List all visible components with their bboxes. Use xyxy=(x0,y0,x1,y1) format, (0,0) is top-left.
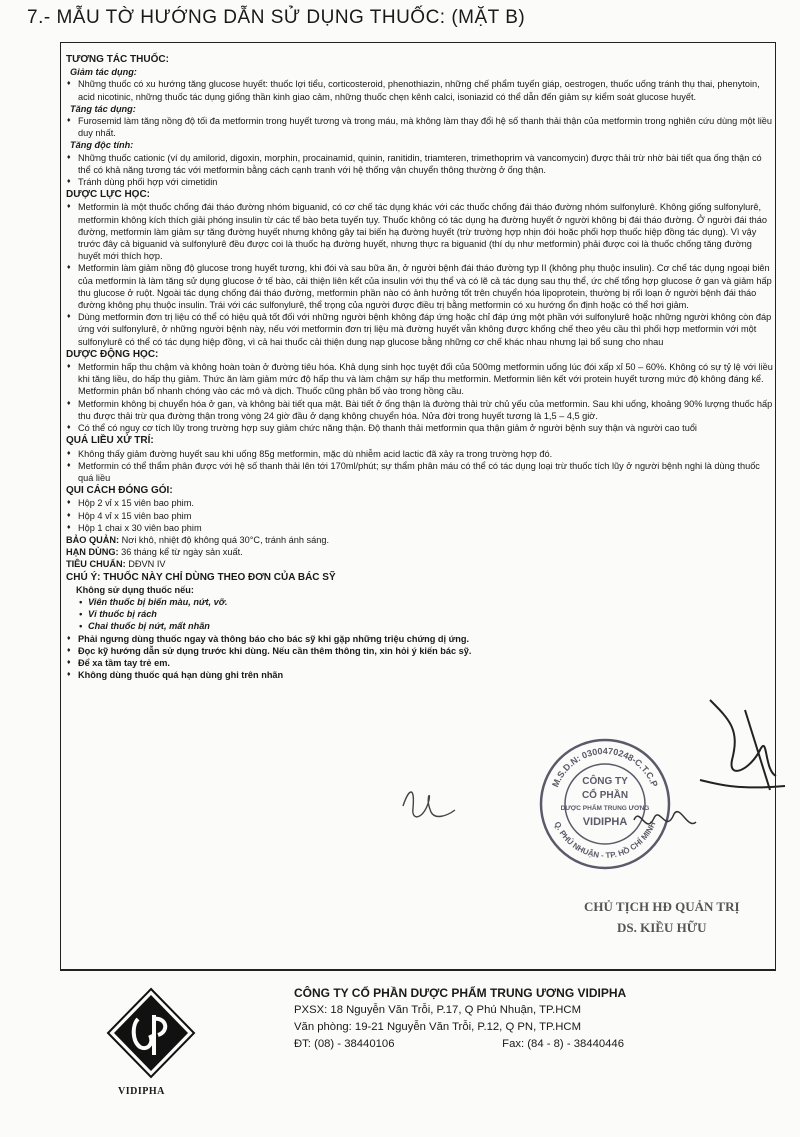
leaflet-content xyxy=(66,53,774,681)
reduce-effect-item: ♦ Những thuốc có xu hướng tăng glucose huyết: thuốc lợi tiểu, corticosteroid, phenothiazin, những chế phẩm tuyến giáp, oestrogen, thuốc uống tránh thụ thai, phenytoin, acid nicotinic, những thuốc tác dụng giống thần kinh giao cảm, những thuốc chẹn kênh calci, isoniazid có thể dẫn đến giảm sự kiểm soát glucose huyết. xyxy=(66,78,774,102)
expiry-line xyxy=(66,546,774,558)
toxicity-item: ♦ Tránh dùng phối hợp với cimetidin xyxy=(66,176,774,188)
signer-block xyxy=(584,896,740,938)
stamp-line-1: CÔNG TY xyxy=(582,776,628,787)
signer-name: DS. KIỀU HỮU xyxy=(617,920,707,935)
pharmacodynamics-paragraph: ♦ Dùng metformin đơn trị liệu có thể có hiệu quả tốt đối với những người bệnh không đáp ứng hoặc chỉ đáp ứng một phần với sulfonylurê hoặc những người không còn đáp ứng với sulfonylurê, ở những người bệnh này, nếu với metformin đơn trị liệu mà đường huyết vẫn không được khống chế theo yêu cầu thì phối hợp metformin với một sulfonylurê có thể có tác dụng hiệp đồng, vì cả hai thuốc cải thiện dung nạp glucose bằng những cơ chế khác nhau nhưng lại bổ sung cho nhau xyxy=(66,311,774,348)
storage-line xyxy=(66,534,774,546)
pharmacodynamics-paragraph: ♦ Metformin làm giảm nồng độ glucose trong huyết tương, khi đói và sau bữa ăn, ở người bệnh đái tháo đường typ II (không phụ thuộc insulin). Cơ chế tác dụng ngoại biên của metformin là làm tăng sử dụng glucose ở tế bào, cải thiện liên kết của insulin với thụ thể và có lẽ cả tác dụng sau thụ thể, ức chế tổng hợp glucose ở gan và giảm hấp thu glucose ở ruột. Ngoài tác dụng chống đái tháo đường, metformin phần nào có ảnh hưởng tốt trên chuyển hóa lipoprotein, thường bị rối loạn ở người bệnh đái tháo đường không phụ thuộc insulin. Trái với các sulfonylurê, thể trọng của người được điều trị bằng metformin có xu hướng ổn định hoặc có thể hơi giảm. xyxy=(66,262,774,311)
expiry-value: 36 tháng kể từ ngày sản xuất. xyxy=(121,547,243,558)
contact-row xyxy=(294,1036,624,1053)
pharmacokinetics-heading: DƯỢC ĐỘNG HỌC: xyxy=(66,348,159,360)
packaging-heading: QUI CÁCH ĐÓNG GÓI: xyxy=(66,485,173,497)
do-not-use-case: • Vỉ thuốc bị rách xyxy=(76,608,774,620)
director-signature xyxy=(690,690,790,810)
factory-address: PXSX: 18 Nguyễn Văn Trỗi, P.17, Q Phú Nhuận, TP.HCM xyxy=(294,1004,581,1016)
reduce-effect-heading: Giảm tác dụng: xyxy=(70,67,137,78)
company-name: CÔNG TY CỔ PHẦN DƯỢC PHẨM TRUNG ƯƠNG VIDIPHA xyxy=(294,986,627,1000)
expiry-label: HẠN DÙNG: xyxy=(66,547,119,558)
do-not-use-case: • Chai thuốc bị nứt, mất nhãn xyxy=(76,620,774,632)
pharmacodynamics-heading: DƯỢC LỰC HỌC: xyxy=(66,189,151,201)
stamp-line-2: CỔ PHẦN xyxy=(581,790,629,801)
fax-number: Fax: (84 - 8) - 38440446 xyxy=(502,1038,624,1050)
overdose-item: ♦ Không thấy giảm đường huyết sau khi uống 85g metformin, mặc dù nhiễm acid lactic đã xảy ra trong trường hợp đó. xyxy=(66,448,774,460)
warning-note: ♦ Phải ngưng dùng thuốc ngay và thông báo cho bác sỹ khi gặp những triệu chứng dị ứng. xyxy=(66,633,774,645)
footer-divider xyxy=(60,970,776,971)
stamp-top-text: M.S.D.N: 0300470248-C.T.C.P xyxy=(550,746,660,789)
vidipha-logo-icon xyxy=(104,985,198,1081)
toxicity-item: ♦ Những thuốc cationic (ví dụ amilorid, digoxin, morphin, procainamid, quinin, ranitidin, triamteren, trimethoprim và vancomycin) được thải trừ nhờ bài tiết qua ống thận có thể có khả năng tương tác với metformin bằng cách cạnh tranh với hệ thống vận chuyển thông thường ở ống thận. xyxy=(66,152,774,176)
packaging-item: ♦ Hộp 4 vỉ x 15 viên bao phim xyxy=(66,510,774,522)
packaging-item: ♦ Hộp 1 chai x 30 viên bao phim xyxy=(66,522,774,534)
warning-heading: CHÚ Ý: THUỐC NÀY CHỈ DÙNG THEO ĐƠN CỦA BÁC SỸ xyxy=(66,571,336,583)
office-address: Văn phòng: 19-21 Nguyễn Văn Trỗi, P.12, Q PN, TP.HCM xyxy=(294,1021,581,1033)
standard-value: DĐVN IV xyxy=(128,559,166,570)
phone-number: ĐT: (08) - 38440106 xyxy=(294,1038,395,1050)
do-not-use-heading: Không sử dụng thuốc nếu: xyxy=(76,584,194,595)
packaging-item: ♦ Hộp 2 vỉ x 15 viên bao phim. xyxy=(66,497,774,509)
logo-text: VIDIPHA xyxy=(118,1086,165,1097)
stamp-bottom-text: Q. PHÚ NHUẬN - TP. HỒ CHÍ MINH xyxy=(552,820,658,861)
pharmacokinetics-paragraph: ♦ Metformin không bị chuyển hóa ở gan, và không bài tiết qua mật. Bài tiết ở ống thận là đường thải trừ chủ yếu của metformin. Sau khi uống, khoảng 90% lượng thuốc hấp thu được thải trừ qua đường thận trong vòng 24 giờ đầu ở dạng không chuyển hóa. Nửa đời trong huyết tương là 1,5 – 4,5 giờ. xyxy=(66,398,774,422)
stamp-line-3: DƯỢC PHẨM TRUNG ƯƠNG xyxy=(560,805,650,812)
warning-note: ♦ Không dùng thuốc quá hạn dùng ghi trên nhãn xyxy=(66,669,774,681)
toxicity-heading: Tăng độc tính: xyxy=(70,140,134,151)
stamp-line-4: VIDIPHA xyxy=(582,816,628,828)
increase-effect-item: ♦ Furosemid làm tăng nồng độ tối đa metformin trong huyết tương và trong máu, mà không làm thay đổi hệ số thanh thải thận của metformin trong nghiên cứu dùng một liều duy nhất. xyxy=(66,115,774,139)
overdose-item: ♦ Metformin có thể thẩm phân được với hệ số thanh thải lên tới 170ml/phút; sự thẩm phân máu có thể có tác dụng loại trừ thuốc tích lũy ở người bệnh nghi là dùng thuốc quá liều xyxy=(66,460,774,484)
increase-effect-heading: Tăng tác dụng: xyxy=(70,103,136,114)
company-info xyxy=(294,985,626,1053)
pharmacokinetics-paragraph: ♦ Có thể có nguy cơ tích lũy trong trường hợp suy giảm chức năng thận. Độ thanh thải metformin qua thận giảm ở người bệnh suy thận và người cao tuổi xyxy=(66,422,774,434)
warning-note: ♦ Đọc kỹ hướng dẫn sử dụng trước khi dùng. Nếu cần thêm thông tin, xin hỏi ý kiến bác sỹ. xyxy=(66,645,774,657)
stamp-signature xyxy=(630,800,700,840)
warning-note: ♦ Để xa tầm tay trẻ em. xyxy=(66,657,774,669)
interactions-heading: TƯƠNG TÁC THUỐC: xyxy=(66,54,169,65)
storage-label: BẢO QUẢN: xyxy=(66,534,120,545)
pharmacodynamics-paragraph: ♦ Metformin là một thuốc chống đái tháo đường nhóm biguanid, có cơ chế tác dụng khác với các thuốc chống đái tháo đường nhóm sulfonylurê. Không giống sulfonylurê, metformin không kích thích giải phóng insulin từ các tế bào beta tuyến tụy. Thuốc không có tác dụng hạ đường huyết ở người không bị đái tháo đường. Ở người đái tháo đường, metformin làm giảm sự tăng đường huyết nhưng không gây tai biến hạ đường huyết (trừ trường hợp nhịn đói hoặc phối hợp thuốc hiệp đồng tác dụng). Vì vậy trước đây cả biguanid và sulfonylurê đều được coi là thuốc hạ đường huyết, nhưng thực ra biguanid (thí dụ như metformin) phải được coi là thuốc chống tăng đường huyết mới thích hợp. xyxy=(66,201,774,262)
signer-title: CHỦ TỊCH HĐ QUẢN TRỊ xyxy=(584,899,740,914)
pharmacokinetics-paragraph: ♦ Metformin hấp thu chậm và không hoàn toàn ở đường tiêu hóa. Khả dụng sinh học tuyệt đối của 500mg metformin uống lúc đói xấp xỉ 50 – 60%. Không có sự tỷ lệ với liều khi tăng liều, do hấp thụ giảm. Thức ăn làm giảm mức độ hấp thu và làm chậm sự hấp thu metformin. Metformin liên kết với protein huyết tương mức độ không đáng kể. Metformin phân bố nhanh chóng vào các mô và dịch. Thuốc cũng phân bố vào trong hồng cầu. xyxy=(66,361,774,398)
page-title: 7.- MẪU TỜ HƯỚNG DẪN SỬ DỤNG THUỐC: (MẶT B) xyxy=(27,7,526,28)
overdose-heading: QUÁ LIỀU XỬ TRÍ: xyxy=(66,435,154,447)
standard-label: TIÊU CHUẨN: xyxy=(66,559,126,570)
initials-signature xyxy=(395,778,465,828)
do-not-use-case: • Viên thuốc bị biến màu, nứt, vỡ. xyxy=(76,596,774,608)
storage-value: Nơi khô, nhiệt độ không quá 30°C, tránh ánh sáng. xyxy=(121,534,330,545)
standard-line xyxy=(66,558,774,570)
